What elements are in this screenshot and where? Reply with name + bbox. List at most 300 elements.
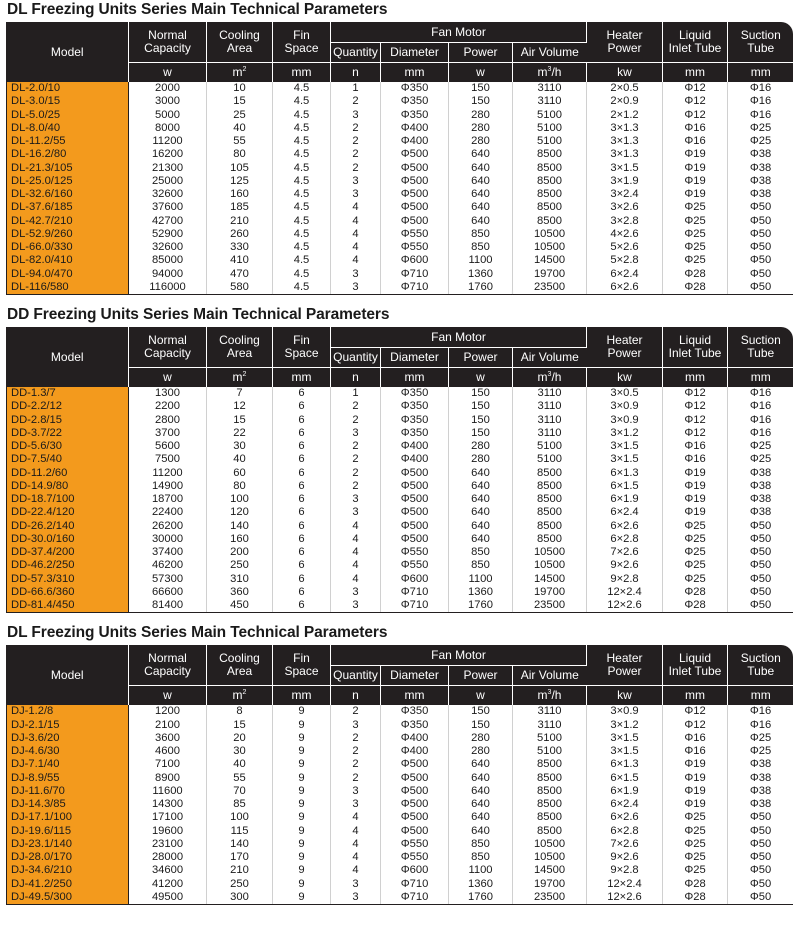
cell-quantity: 4 [331, 838, 381, 851]
cell-model: DJ-17.1/100 [7, 811, 129, 824]
cell-capacity: 116000 [129, 281, 207, 295]
table-row [7, 891, 794, 905]
table-row [7, 705, 794, 718]
cell-quantity: 3 [331, 878, 381, 891]
cell-cooling-area: 30 [207, 440, 273, 453]
cell-power: 640 [449, 798, 513, 811]
header-line: Capacity [144, 41, 191, 55]
cell-liquid-inlet-tube: Φ12 [663, 427, 728, 440]
cell-quantity: 4 [331, 254, 381, 267]
cell-air-volume: 8500 [513, 175, 587, 188]
table-row [7, 798, 794, 811]
cell-power: 280 [449, 453, 513, 466]
unit-superscript: 2 [242, 689, 247, 697]
cell-power: 280 [449, 732, 513, 745]
cell-model: DD-81.4/450 [7, 599, 129, 613]
cell-model: DL-116/580 [7, 281, 129, 295]
cell-suction-tube: Φ16 [728, 109, 794, 122]
cell-suction-tube: Φ38 [728, 785, 794, 798]
header-fan-motor: Fan Motor [331, 327, 587, 348]
cell-heater-power: 12×2.4 [587, 878, 663, 891]
cell-diameter: Φ400 [381, 453, 449, 466]
cell-power: 1760 [449, 281, 513, 295]
cell-diameter: Φ550 [381, 851, 449, 864]
cell-air-volume: 8500 [513, 825, 587, 838]
cell-fin-space: 6 [273, 506, 331, 519]
unit-text: m [232, 370, 243, 384]
cell-diameter: Φ500 [381, 467, 449, 480]
cell-fin-space: 6 [273, 559, 331, 572]
cell-power: 150 [449, 719, 513, 732]
cell-liquid-inlet-tube: Φ16 [663, 745, 728, 758]
cell-diameter: Φ550 [381, 838, 449, 851]
cell-heater-power: 6×2.4 [587, 268, 663, 281]
header-line: Area [226, 664, 253, 679]
cell-model: DD-3.7/22 [7, 427, 129, 440]
cell-quantity: 2 [331, 732, 381, 745]
cell-power: 850 [449, 559, 513, 572]
cell-fin-space: 9 [273, 758, 331, 771]
cell-capacity: 42700 [129, 215, 207, 228]
cell-quantity: 3 [331, 599, 381, 613]
header-line: Fin [293, 333, 310, 347]
cell-fin-space: 4.5 [273, 188, 331, 201]
cell-suction-tube: Φ16 [728, 400, 794, 413]
header-quantity: Quantity [331, 348, 381, 368]
cell-cooling-area: 60 [207, 467, 273, 480]
cell-heater-power: 7×2.6 [587, 546, 663, 559]
cell-capacity: 52900 [129, 228, 207, 241]
table-row [7, 453, 794, 466]
header-line: Normal [148, 333, 187, 347]
cell-diameter: Φ400 [381, 732, 449, 745]
cell-capacity: 1300 [129, 387, 207, 400]
cell-heater-power: 6×2.6 [587, 520, 663, 533]
parameter-table [6, 327, 793, 613]
cell-liquid-inlet-tube: Φ12 [663, 414, 728, 427]
header-heater-power [587, 327, 663, 368]
cell-diameter: Φ500 [381, 493, 449, 506]
cell-power: 280 [449, 745, 513, 758]
cell-suction-tube: Φ25 [728, 135, 794, 148]
cell-fin-space: 4.5 [273, 148, 331, 161]
cell-air-volume: 8500 [513, 811, 587, 824]
cell-cooling-area: 20 [207, 732, 273, 745]
unit-text: /h [551, 65, 562, 79]
cell-power: 640 [449, 758, 513, 771]
cell-liquid-inlet-tube: Φ28 [663, 281, 728, 295]
cell-capacity: 14300 [129, 798, 207, 811]
cell-liquid-inlet-tube: Φ12 [663, 82, 728, 95]
table-row [7, 719, 794, 732]
cell-model: DJ-11.6/70 [7, 785, 129, 798]
cell-liquid-inlet-tube: Φ25 [663, 811, 728, 824]
cell-capacity: 7500 [129, 453, 207, 466]
cell-model: DD-2.8/15 [7, 414, 129, 427]
cell-air-volume: 10500 [513, 559, 587, 572]
header-heater-power [587, 22, 663, 63]
unit-capacity: w [129, 63, 207, 83]
cell-quantity: 3 [331, 891, 381, 905]
table-row [7, 573, 794, 586]
cell-air-volume: 3110 [513, 82, 587, 95]
table-row [7, 162, 794, 175]
cell-liquid-inlet-tube: Φ19 [663, 758, 728, 771]
cell-capacity: 34600 [129, 864, 207, 877]
header-heater-power [587, 645, 663, 686]
section-gap [0, 613, 800, 623]
cell-cooling-area: 200 [207, 546, 273, 559]
table-body [7, 387, 794, 613]
unit-text: m [537, 688, 548, 703]
cell-heater-power: 3×1.2 [587, 427, 663, 440]
cell-liquid-inlet-tube: Φ28 [663, 586, 728, 599]
cell-cooling-area: 25 [207, 109, 273, 122]
cell-heater-power: 3×1.9 [587, 175, 663, 188]
header-liquid-inlet-tube [663, 22, 728, 63]
cell-suction-tube: Φ50 [728, 864, 794, 877]
cell-model: DJ-34.6/210 [7, 864, 129, 877]
cell-liquid-inlet-tube: Φ28 [663, 599, 728, 613]
cell-liquid-inlet-tube: Φ19 [663, 493, 728, 506]
cell-quantity: 2 [331, 95, 381, 108]
parameter-table [6, 22, 793, 295]
table-row [7, 758, 794, 771]
cell-suction-tube: Φ50 [728, 825, 794, 838]
header-suction-tube [728, 327, 794, 368]
cell-liquid-inlet-tube: Φ19 [663, 175, 728, 188]
header-line: Capacity [144, 664, 191, 679]
cell-cooling-area: 8 [207, 705, 273, 718]
unit-liquid: mm [663, 686, 728, 706]
cell-capacity: 11200 [129, 467, 207, 480]
cell-quantity: 3 [331, 188, 381, 201]
unit-suction: mm [728, 686, 794, 706]
cell-diameter: Φ500 [381, 798, 449, 811]
unit-heater: kw [587, 368, 663, 388]
cell-suction-tube: Φ38 [728, 467, 794, 480]
cell-suction-tube: Φ50 [728, 254, 794, 267]
cell-suction-tube: Φ50 [728, 201, 794, 214]
header-model: Model [7, 645, 129, 705]
cell-cooling-area: 40 [207, 758, 273, 771]
cell-power: 640 [449, 201, 513, 214]
table-row [7, 95, 794, 108]
unit-text: m [232, 688, 243, 703]
header-line: Normal [148, 651, 187, 666]
cell-liquid-inlet-tube: Φ19 [663, 162, 728, 175]
cell-fin-space: 9 [273, 719, 331, 732]
cell-capacity: 30000 [129, 533, 207, 546]
cell-power: 850 [449, 851, 513, 864]
cell-cooling-area: 260 [207, 228, 273, 241]
header-line: Capacity [144, 346, 191, 360]
header-line: Inlet Tube [668, 41, 722, 55]
cell-liquid-inlet-tube: Φ25 [663, 851, 728, 864]
cell-air-volume: 3110 [513, 427, 587, 440]
cell-quantity: 4 [331, 811, 381, 824]
cell-quantity: 2 [331, 148, 381, 161]
cell-model: DL-82.0/410 [7, 254, 129, 267]
cell-air-volume: 8500 [513, 785, 587, 798]
unit-diameter: mm [381, 686, 449, 706]
cell-cooling-area: 70 [207, 785, 273, 798]
cell-quantity: 3 [331, 719, 381, 732]
cell-heater-power: 7×2.6 [587, 838, 663, 851]
cell-diameter: Φ550 [381, 241, 449, 254]
unit-liquid: mm [663, 368, 728, 388]
cell-fin-space: 9 [273, 838, 331, 851]
cell-capacity: 11200 [129, 135, 207, 148]
cell-cooling-area: 15 [207, 719, 273, 732]
cell-quantity: 2 [331, 772, 381, 785]
header-liquid-inlet-tube [663, 645, 728, 686]
unit-capacity: w [129, 686, 207, 706]
cell-cooling-area: 105 [207, 162, 273, 175]
cell-liquid-inlet-tube: Φ19 [663, 785, 728, 798]
cell-diameter: Φ500 [381, 772, 449, 785]
cell-suction-tube: Φ25 [728, 453, 794, 466]
unit-capacity: w [129, 368, 207, 388]
cell-quantity: 4 [331, 533, 381, 546]
cell-heater-power: 2×0.9 [587, 95, 663, 108]
cell-cooling-area: 360 [207, 586, 273, 599]
cell-fin-space: 6 [273, 520, 331, 533]
cell-liquid-inlet-tube: Φ25 [663, 533, 728, 546]
cell-cooling-area: 310 [207, 573, 273, 586]
cell-air-volume: 3110 [513, 719, 587, 732]
cell-quantity: 4 [331, 228, 381, 241]
table-row [7, 109, 794, 122]
cell-fin-space: 6 [273, 480, 331, 493]
cell-quantity: 3 [331, 109, 381, 122]
cell-suction-tube: Φ50 [728, 546, 794, 559]
cell-cooling-area: 22 [207, 427, 273, 440]
cell-capacity: 3700 [129, 427, 207, 440]
cell-capacity: 49500 [129, 891, 207, 905]
header-normal-capacity [129, 327, 207, 368]
cell-fin-space: 4.5 [273, 82, 331, 95]
cell-model: DL-11.2/55 [7, 135, 129, 148]
cell-fin-space: 4.5 [273, 135, 331, 148]
cell-liquid-inlet-tube: Φ16 [663, 440, 728, 453]
cell-heater-power: 3×1.3 [587, 122, 663, 135]
cell-heater-power: 9×2.8 [587, 573, 663, 586]
cell-quantity: 3 [331, 427, 381, 440]
cell-capacity: 57300 [129, 573, 207, 586]
cell-heater-power: 2×0.5 [587, 82, 663, 95]
cell-power: 640 [449, 811, 513, 824]
cell-capacity: 85000 [129, 254, 207, 267]
table-row [7, 228, 794, 241]
cell-fin-space: 4.5 [273, 254, 331, 267]
cell-cooling-area: 120 [207, 506, 273, 519]
unit-diameter: mm [381, 368, 449, 388]
cell-cooling-area: 300 [207, 891, 273, 905]
cell-air-volume: 14500 [513, 864, 587, 877]
cell-fin-space: 4.5 [273, 122, 331, 135]
cell-heater-power: 3×2.8 [587, 215, 663, 228]
cell-heater-power: 6×1.5 [587, 772, 663, 785]
cell-heater-power: 6×2.8 [587, 825, 663, 838]
cell-diameter: Φ600 [381, 864, 449, 877]
cell-quantity: 2 [331, 400, 381, 413]
unit-area [207, 368, 273, 388]
cell-air-volume: 23500 [513, 599, 587, 613]
cell-heater-power: 6×2.6 [587, 811, 663, 824]
header-liquid-inlet-tube [663, 327, 728, 368]
header-line: Fin [293, 28, 310, 42]
cell-model: DJ-23.1/140 [7, 838, 129, 851]
table-row [7, 785, 794, 798]
cell-model: DJ-3.6/20 [7, 732, 129, 745]
cell-cooling-area: 170 [207, 851, 273, 864]
cell-capacity: 11600 [129, 785, 207, 798]
cell-fin-space: 9 [273, 891, 331, 905]
cell-diameter: Φ500 [381, 825, 449, 838]
cell-power: 150 [449, 82, 513, 95]
cell-fin-space: 9 [273, 798, 331, 811]
cell-heater-power: 3×0.5 [587, 387, 663, 400]
cell-fin-space: 4.5 [273, 268, 331, 281]
cell-diameter: Φ400 [381, 745, 449, 758]
cell-cooling-area: 30 [207, 745, 273, 758]
table-row [7, 427, 794, 440]
cell-power: 150 [449, 705, 513, 718]
cell-capacity: 21300 [129, 162, 207, 175]
cell-liquid-inlet-tube: Φ28 [663, 878, 728, 891]
header-line: Liquid [678, 28, 712, 42]
cell-heater-power: 3×1.5 [587, 453, 663, 466]
cell-liquid-inlet-tube: Φ16 [663, 732, 728, 745]
cell-liquid-inlet-tube: Φ25 [663, 838, 728, 851]
cell-suction-tube: Φ16 [728, 705, 794, 718]
header-line: Heater [606, 651, 643, 666]
cell-fin-space: 4.5 [273, 95, 331, 108]
cell-heater-power: 3×1.3 [587, 148, 663, 161]
cell-liquid-inlet-tube: Φ25 [663, 241, 728, 254]
table-row [7, 254, 794, 267]
parameter-table [6, 645, 793, 905]
cell-liquid-inlet-tube: Φ28 [663, 268, 728, 281]
header-air-volume: Air Volume [513, 43, 587, 63]
cell-model: DL-32.6/160 [7, 188, 129, 201]
cell-diameter: Φ350 [381, 719, 449, 732]
cell-model: DJ-1.2/8 [7, 705, 129, 718]
cell-diameter: Φ350 [381, 387, 449, 400]
cell-cooling-area: 125 [207, 175, 273, 188]
cell-quantity: 3 [331, 493, 381, 506]
table-row [7, 520, 794, 533]
unit-quantity: n [331, 368, 381, 388]
cell-model: DL-3.0/15 [7, 95, 129, 108]
cell-capacity: 46200 [129, 559, 207, 572]
cell-heater-power: 9×2.8 [587, 864, 663, 877]
unit-fin: mm [273, 368, 331, 388]
header-line: Space [284, 664, 319, 679]
cell-quantity: 4 [331, 241, 381, 254]
cell-cooling-area: 7 [207, 387, 273, 400]
header-line: Area [226, 346, 253, 360]
cell-suction-tube: Φ50 [728, 599, 794, 613]
cell-liquid-inlet-tube: Φ19 [663, 148, 728, 161]
cell-suction-tube: Φ16 [728, 427, 794, 440]
cell-cooling-area: 140 [207, 838, 273, 851]
cell-suction-tube: Φ50 [728, 851, 794, 864]
cell-model: DL-42.7/210 [7, 215, 129, 228]
cell-liquid-inlet-tube: Φ25 [663, 254, 728, 267]
header-diameter: Diameter [381, 43, 449, 63]
cell-liquid-inlet-tube: Φ25 [663, 215, 728, 228]
table-row [7, 148, 794, 161]
cell-liquid-inlet-tube: Φ25 [663, 201, 728, 214]
cell-model: DD-66.6/360 [7, 586, 129, 599]
cell-air-volume: 3110 [513, 705, 587, 718]
cell-cooling-area: 115 [207, 825, 273, 838]
header-line: Suction [740, 333, 781, 347]
cell-liquid-inlet-tube: Φ25 [663, 825, 728, 838]
cell-suction-tube: Φ50 [728, 811, 794, 824]
header-cooling-area [207, 645, 273, 686]
header-line: Tube [747, 346, 775, 360]
cell-air-volume: 8500 [513, 520, 587, 533]
cell-suction-tube: Φ50 [728, 878, 794, 891]
cell-air-volume: 5100 [513, 732, 587, 745]
cell-air-volume: 23500 [513, 281, 587, 295]
cell-heater-power: 9×2.6 [587, 851, 663, 864]
table-body [7, 705, 794, 904]
header-model: Model [7, 22, 129, 82]
cell-liquid-inlet-tube: Φ12 [663, 387, 728, 400]
cell-heater-power: 12×2.6 [587, 599, 663, 613]
cell-diameter: Φ350 [381, 82, 449, 95]
table-row [7, 586, 794, 599]
cell-fin-space: 4.5 [273, 109, 331, 122]
cell-air-volume: 14500 [513, 254, 587, 267]
cell-capacity: 37400 [129, 546, 207, 559]
cell-liquid-inlet-tube: Φ19 [663, 772, 728, 785]
cell-heater-power: 3×2.6 [587, 201, 663, 214]
header-quantity: Quantity [331, 43, 381, 63]
cell-power: 640 [449, 533, 513, 546]
cell-model: DJ-19.6/115 [7, 825, 129, 838]
cell-suction-tube: Φ16 [728, 414, 794, 427]
cell-suction-tube: Φ50 [728, 891, 794, 905]
unit-superscript: 3 [547, 66, 552, 73]
cell-diameter: Φ500 [381, 506, 449, 519]
cell-heater-power: 6×2.8 [587, 533, 663, 546]
cell-cooling-area: 40 [207, 122, 273, 135]
cell-heater-power: 3×0.9 [587, 400, 663, 413]
header-line: Suction [740, 28, 781, 42]
cell-diameter: Φ600 [381, 254, 449, 267]
cell-diameter: Φ500 [381, 785, 449, 798]
table-row [7, 241, 794, 254]
table-row [7, 533, 794, 546]
table-row [7, 135, 794, 148]
cell-diameter: Φ500 [381, 162, 449, 175]
cell-cooling-area: 210 [207, 215, 273, 228]
header-normal-capacity [129, 645, 207, 686]
cell-cooling-area: 450 [207, 599, 273, 613]
header-line: Inlet Tube [668, 664, 722, 679]
header-line: Normal [148, 28, 187, 42]
unit-quantity: n [331, 686, 381, 706]
cell-quantity: 4 [331, 825, 381, 838]
cell-quantity: 4 [331, 201, 381, 214]
cell-heater-power: 3×1.5 [587, 745, 663, 758]
cell-power: 640 [449, 772, 513, 785]
